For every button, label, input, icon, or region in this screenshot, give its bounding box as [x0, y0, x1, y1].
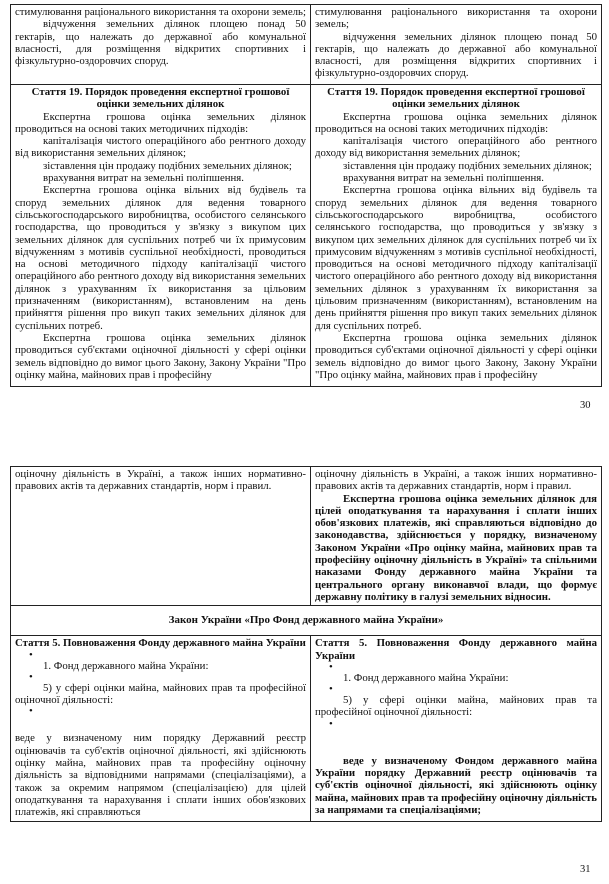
paragraph: Експертна грошова оцінка земельних ділянок проводиться суб'єктами оціночної діяльності у сфері оцінки земель відповідно до вимог цього Закону, Закону України "Про оцінку майна, майнових прав і професійну — [315, 331, 597, 381]
paragraph: капіталізація чистого операційного або рентного доходу від використання земельних ділянок; — [315, 135, 597, 160]
paragraph: оціночну діяльність в Україні, а також інших нормативно-правових актів та державних стандартів, норм і правил. — [315, 468, 597, 493]
bullet: • — [329, 717, 333, 730]
table-row — [11, 85, 602, 387]
paragraph: капіталізація чистого операційного або рентного доходу від використання земельних ділянок; — [15, 135, 306, 160]
comparison-table-page-30 — [10, 4, 602, 387]
paragraph: Експертна грошова оцінка земельних ділянок проводиться на основі таких методичних підходів: — [15, 110, 306, 135]
bullet: • — [329, 660, 333, 673]
old-text-cell — [11, 5, 311, 85]
paragraph: стимулювання раціонального використання та охорони земель; — [315, 6, 597, 31]
new-text-cell — [311, 85, 602, 387]
old-text-cell — [11, 85, 311, 387]
table-row — [11, 5, 602, 85]
paragraph: зіставлення цін продажу подібних земельних ділянок; — [43, 159, 292, 172]
article-heading: Стаття 5. Повноваження Фонду державного майна України — [15, 637, 306, 650]
paragraph: Експертна грошова оцінка вільних від будівель та споруд земельних ділянок для ведення товарного сільськогосподарського виробництва, особистого селянського господарства, що проводиться у зв'язку з викупом цих земельних ділянок для суспільних потреб чи їх примусовим відчуженням з мотивів суспільної необхідності, проводиться на основі методичного підходу капіталізації чистого операційного або рентного доходу від використання земельних ділянок з урахуванням їх використання за цільовим призначенням (використанням), встановленим на день прийняття рішення про викуп таких земельних ділянок для суспільних потреб. — [315, 184, 597, 332]
paragraph: 1. Фонд державного майна України: — [43, 659, 209, 672]
comparison-table-page-31 — [10, 466, 602, 822]
paragraph: відчуження земельних ділянок площею понад 50 гектарів, що належать до державної або комунальної власності, для розміщення відкритих спортивних і фізкультурно-оздоровчих споруд. — [315, 30, 597, 80]
bullet: • — [329, 683, 333, 696]
old-text-cell — [11, 467, 311, 606]
added-paragraph: Експертна грошова оцінка земельних ділянок для цілей оподаткування та нарахування і сплати інших обов'язкових платежів, які справляються відповідно до законодавства, здійснюється у порядку, визначеному Законом України «Про оцінку майна, майнових прав та професійну оціночну діяльність в Україні» та спільними наказами Фонду державного майна України та центрального органу виконавчої влади, що формує державну політику в галузі земельних відносин. — [315, 492, 597, 603]
paragraph: 5) у сфері оцінки майна, майнових прав та професійної оціночної діяльності: — [15, 681, 306, 707]
bullet: • — [29, 670, 33, 683]
added-paragraph: веде у визначеному Фондом державного майна України порядку Державний реєстр оцінювачів та суб'єктів оціночної діяльності, які здійснюють оцінку майна, майнових прав та професійну оціночну діяльність за напрямами та спеціалізаціями; — [315, 754, 597, 816]
paragraph: врахування витрат на земельні поліпшення. — [343, 172, 544, 185]
paragraph: оціночну діяльність в Україні, а також інших нормативно-правових актів та державних стандартів, норм і правил. — [15, 468, 306, 493]
new-text-cell — [311, 636, 602, 821]
paragraph: Експертна грошова оцінка вільних від будівель та споруд земельних ділянок для ведення товарного сільськогосподарського виробництва, особистого селянського господарства, що проводиться у зв'язку з викупом цих земельних ділянок для суспільних потреб чи їх примусовим відчуженням з мотивів суспільної необхідності, проводиться на основі методичного підходу капіталізації чистого операційного або рентного доходу від використання земельних ділянок з урахуванням їх використання за цільовим призначенням (використанням), встановленим на день прийняття рішення про викуп таких земельних ділянок для суспільних потреб. — [15, 184, 306, 332]
paragraph: стимулювання раціонального використання та охорони земель; — [15, 6, 306, 18]
article-heading: Стаття 19. Порядок проведення експертної грошової оцінки земельних ділянок — [31, 86, 290, 111]
old-text-cell — [11, 636, 311, 821]
paragraph: врахування витрат на земельні поліпшення. — [43, 172, 244, 185]
paragraph: Експертна грошова оцінка земельних ділянок проводиться суб'єктами оціночної діяльності у сфері оцінки земель відповідно до вимог цього Закону, Закону України "Про оцінку майна, майнових прав і професійну — [15, 331, 306, 381]
table-row — [11, 467, 602, 606]
new-text-cell — [311, 5, 602, 85]
law-title: Закон України «Про Фонд державного майна України» — [168, 614, 444, 627]
paragraph: відчуження земельних ділянок площею понад 50 гектарів, що належать до державної або комунальної власності, для розміщення відкритих спортивних і фізкультурно-оздоровчих споруд. — [15, 18, 306, 68]
paragraph: 1. Фонд державного майна України: — [343, 671, 509, 684]
page-number: 31 — [580, 864, 591, 875]
table-row — [11, 636, 602, 821]
page-30 — [0, 0, 609, 430]
bullet: • — [29, 705, 33, 718]
new-text-cell — [311, 467, 602, 606]
table-row — [11, 606, 602, 636]
law-title-cell — [11, 606, 602, 636]
bullet: • — [29, 648, 33, 661]
page-number: 30 — [580, 400, 591, 411]
paragraph: 5) у сфері оцінки майна, майнових прав та професійної оціночної діяльності: — [315, 694, 597, 719]
article-heading: Стаття 19. Порядок проведення експертної грошової оцінки земельних ділянок — [327, 86, 585, 111]
paragraph: зіставлення цін продажу подібних земельних ділянок; — [343, 159, 592, 172]
article-heading: Стаття 5. Повноваження Фонду державного майна України — [315, 637, 597, 662]
paragraph: Експертна грошова оцінка земельних ділянок проводиться на основі таких методичних підходів: — [315, 110, 597, 135]
paragraph: веде у визначеному ним порядку Державний реєстр оцінювачів та суб'єктів оціночної діяльності, які здійснюють оцінку майна, майнових прав та професійну оціночну діяльність за відповідними напрямами (спеціалізаціями), а також за окремим напрямом (спеціалізацією) для цілей оподаткування та нарахування і сплати інших обов'язкових платежів, які справляються — [15, 732, 306, 819]
page-31 — [0, 462, 609, 884]
